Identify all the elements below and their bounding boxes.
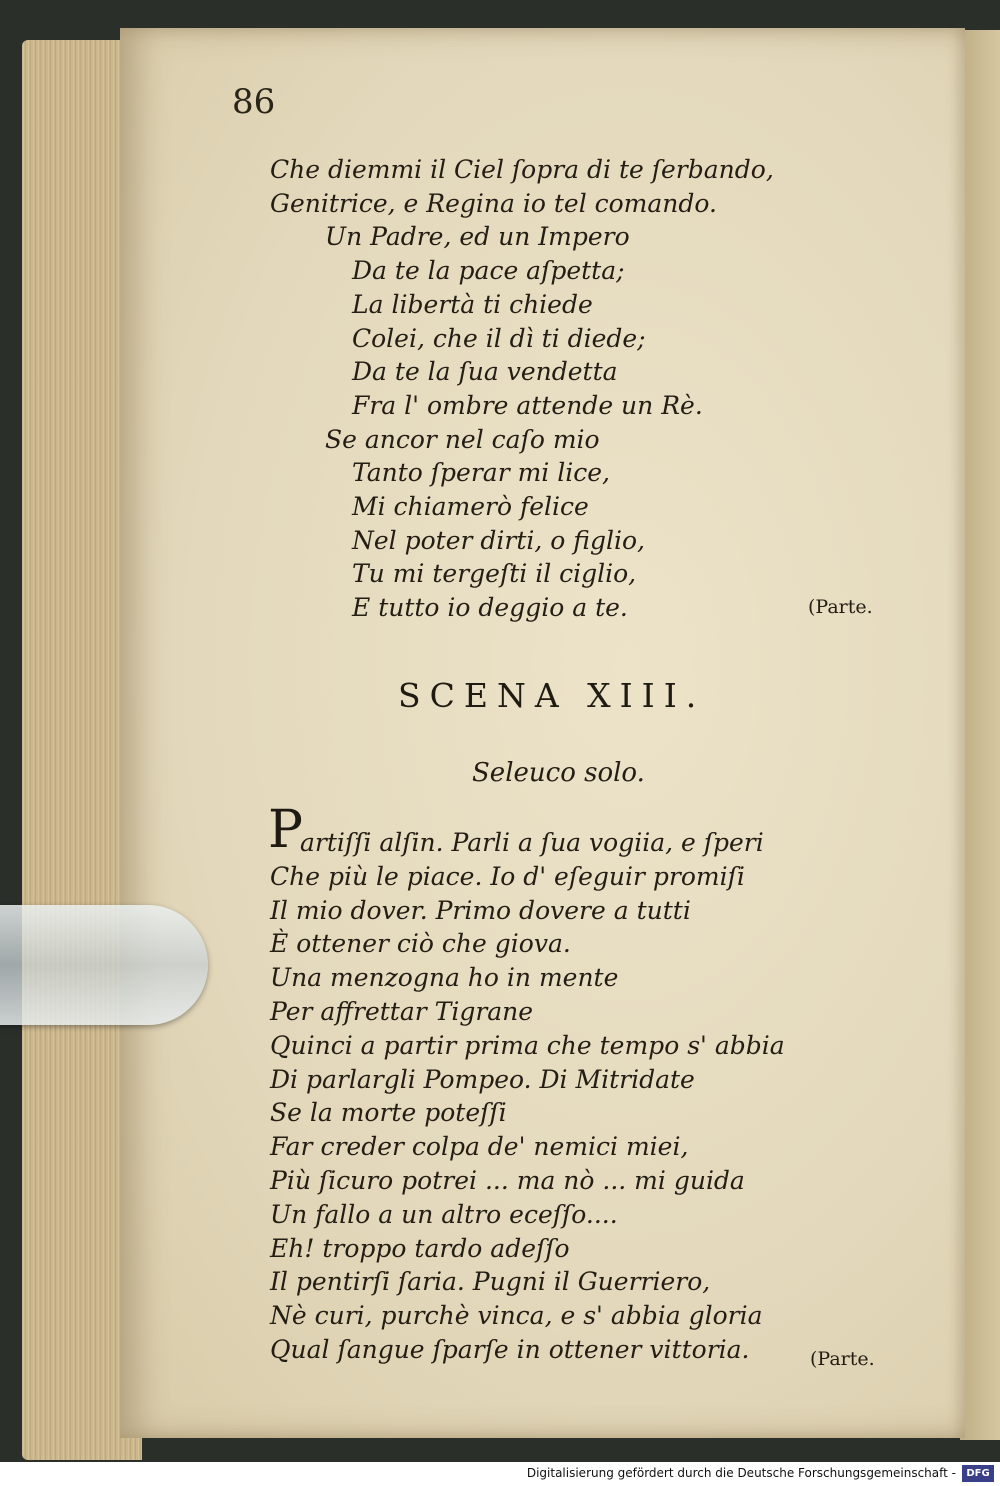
verse-line: Per affrettar Tigrane: [270, 997, 534, 1026]
verse-line: Fra l' ombre attende un Rè.: [352, 390, 703, 420]
verse-line: Che diemmi il Ciel ſopra di te ſerbando,: [270, 155, 774, 184]
verse-line: Se ancor nel caſo mio: [325, 424, 600, 454]
verse-line: Mi chiamerò felice: [352, 492, 589, 521]
page-holder-clip: [0, 905, 208, 1025]
dfg-logo: DFG: [962, 1465, 994, 1482]
page-number: 86: [232, 82, 276, 122]
verse-line: Più ſicuro potrei ... ma nò ... mi guida: [270, 1166, 745, 1195]
drop-capital: P: [268, 800, 303, 860]
verse-line: È ottener ciò che giova.: [270, 929, 571, 959]
verse-line: Nè curi, purchè vinca, e s' abbia gloria: [270, 1301, 763, 1331]
verse-line: Tanto ſperar mi lice,: [352, 458, 610, 488]
verse-line: Nel poter dirti, o figlio,: [352, 525, 645, 555]
verse-line: Qual ſangue ſparſe in ottener vittoria.: [270, 1335, 750, 1364]
verse-line: Che più le piace. Io d' eſeguir promiſi: [270, 861, 745, 891]
scene-title: SCENA XIII.: [398, 676, 706, 715]
footer-credit: Digitalisierung gefördert durch die Deutsche Forschungsgemeinschaft -: [526, 1466, 956, 1480]
verse-line: Una menzogna ho in mente: [270, 963, 619, 993]
stage-direction-exit-1: (Parte.: [808, 596, 873, 618]
verse-line: artiſſi alſin. Parli a ſua vogiia, e ſperi: [300, 828, 764, 857]
verse-line: Far creder colpa de' nemici miei,: [270, 1132, 689, 1162]
verse-line: Un Padre, ed un Impero: [325, 222, 630, 252]
verse-line: Di parlargli Pompeo. Di Mitridate: [270, 1064, 695, 1094]
character-heading: Seleuco solo.: [472, 758, 645, 788]
verse-line: Tu mi tergeſti il ciglio,: [352, 559, 637, 589]
verse-line: Colei, che il dì ti diede;: [352, 323, 646, 353]
verse-line: Da te la pace aſpetta;: [352, 256, 625, 286]
verse-line: E tutto io deggio a te.: [352, 593, 628, 623]
verse-line: Il mio dover. Primo dovere a tutti: [270, 895, 691, 925]
verse-line: Quinci a partir prima che tempo s' abbia: [270, 1030, 785, 1060]
verse-line: La libertà ti chiede: [352, 289, 593, 319]
stage-direction-exit-2: (Parte.: [810, 1348, 875, 1370]
verse-line: Se la morte poteſſi: [270, 1098, 507, 1128]
verse-line: Il pentirſi ſaria. Pugni il Guerriero,: [270, 1267, 711, 1297]
verse-line: Genitrice, e Regina io tel comando.: [270, 188, 717, 218]
verse-line: Da te la ſua vendetta: [352, 357, 618, 387]
verse-line: Eh! troppo tardo adeſſo: [270, 1233, 570, 1263]
facing-page-edge: [960, 30, 1000, 1440]
footer-bar: [0, 1462, 1000, 1486]
verse-line: Un fallo a un altro eceſſo....: [270, 1199, 618, 1229]
